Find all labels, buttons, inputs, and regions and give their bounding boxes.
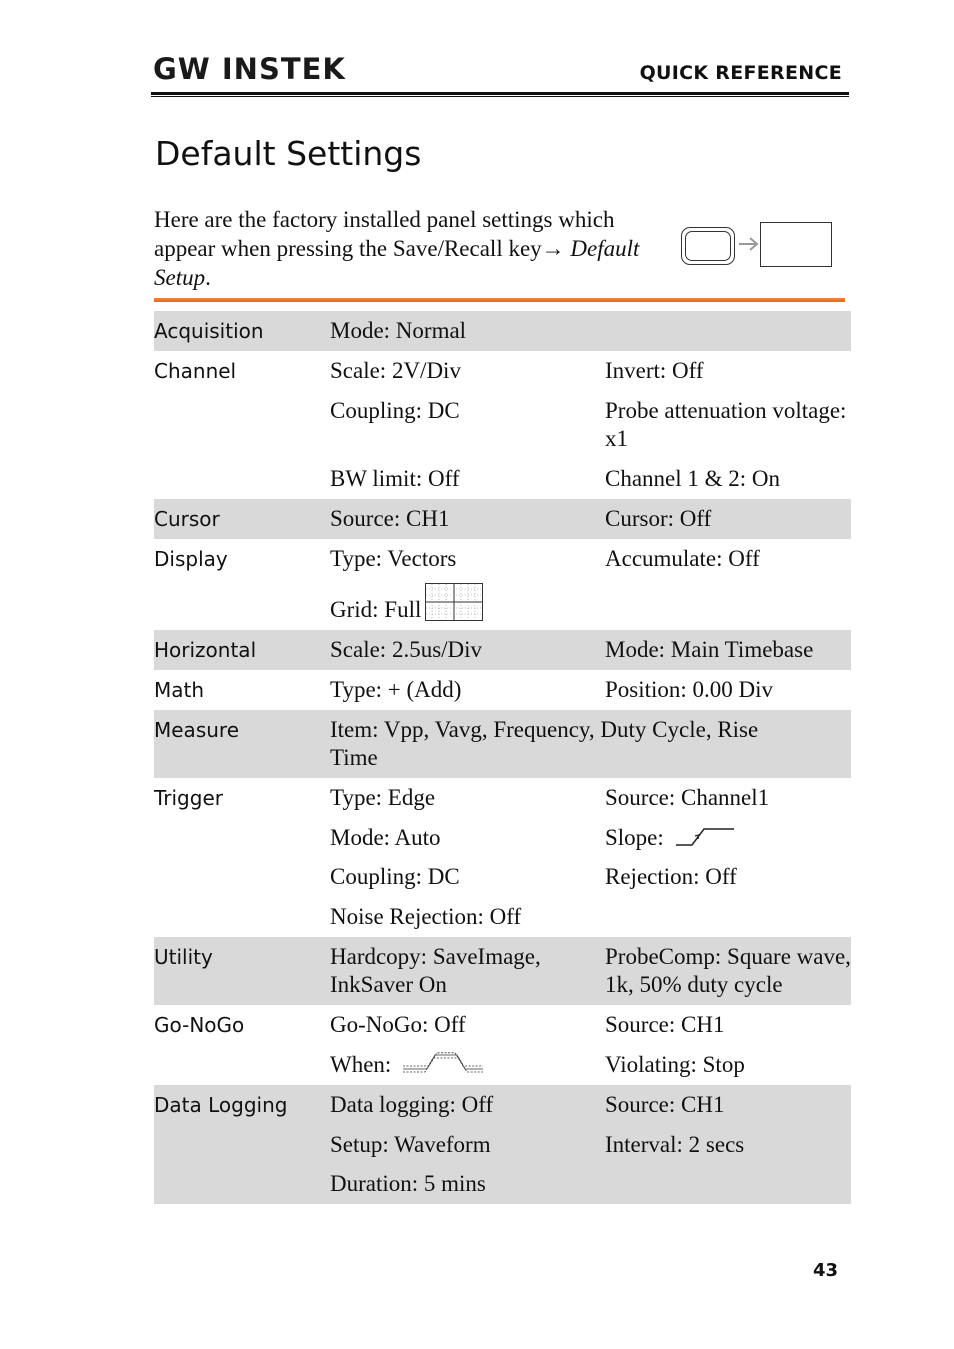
intro-paragraph <box>154 205 674 292</box>
row-label: Display <box>154 547 228 571</box>
setting-value: Rejection: Off <box>605 864 737 889</box>
row-label: Acquisition <box>154 311 330 351</box>
grid-full-icon <box>425 583 483 621</box>
row-data-logging <box>154 1085 851 1119</box>
row-math <box>154 670 851 710</box>
row-label: Measure <box>154 710 330 778</box>
setting-value: Type: + (Add) <box>330 677 462 702</box>
setting-value: Type: Vectors <box>330 546 457 571</box>
setting-value: Probe attenuation voltage: x1 <box>605 398 847 451</box>
setting-value: Type: Edge <box>330 785 436 810</box>
default-setup-softkey-icon <box>760 222 832 267</box>
setting-value: ProbeComp: Square wave, 1k, 50% duty cycle <box>605 937 851 1005</box>
setting-value: Source: CH1 <box>605 1012 725 1037</box>
setting-value: Duration: 5 mins <box>330 1159 605 1204</box>
setting-value: Mode: Auto <box>330 825 441 850</box>
setting-value: Source: CH1 <box>605 1085 851 1119</box>
section-label: QUICK REFERENCE <box>639 62 842 84</box>
page-title: Default Settings <box>155 134 422 173</box>
setting-value: Setup: Waveform <box>330 1119 605 1159</box>
setting-value: Position: 0.00 Div <box>605 677 774 702</box>
row-go-nogo <box>154 1005 851 1039</box>
setting-value: When: <box>330 1052 392 1077</box>
intro-text: Here are the factory installed panel settings which appear when pressing the Save/Recall key→ <box>154 207 615 261</box>
header-rule <box>151 92 849 95</box>
setting-value: Scale: 2V/Div <box>330 358 461 383</box>
row-display <box>154 539 851 573</box>
setting-value: Cursor: Off <box>605 499 851 539</box>
intro-tail: . <box>205 265 211 290</box>
setting-value: Violating: Stop <box>605 1052 745 1077</box>
accent-rule <box>154 298 845 302</box>
rising-slope-icon <box>674 825 736 849</box>
setting-value: Source: CH1 <box>330 499 605 539</box>
setting-value <box>605 891 851 937</box>
arrow-right-icon <box>738 236 760 252</box>
row-label: Math <box>154 678 205 702</box>
setting-value: Slope: <box>605 825 664 850</box>
row-label: Horizontal <box>154 630 330 670</box>
header-rule-thin <box>151 96 849 97</box>
setting-value: Go-NoGo: Off <box>330 1012 466 1037</box>
gw-instek-logo: GW INSTEK <box>153 52 346 86</box>
setting-value <box>605 573 851 630</box>
setting-value: Channel 1 & 2: On <box>605 466 781 491</box>
setting-cell <box>330 1039 605 1085</box>
go-nogo-waveform-icon <box>401 1052 485 1074</box>
setting-value <box>605 311 851 351</box>
setting-value: Coupling: DC <box>330 864 460 889</box>
row-acquisition <box>154 311 851 351</box>
setting-value: Hardcopy: SaveImage, InkSaver On <box>330 937 605 1005</box>
setting-value: Mode: Normal <box>330 311 605 351</box>
page-number: 43 <box>813 1260 839 1281</box>
save-recall-key-icon <box>681 227 735 265</box>
setting-value: Accumulate: Off <box>605 546 760 571</box>
row-label: Go-NoGo <box>154 1013 245 1037</box>
row-trigger <box>154 778 851 812</box>
setting-value: Coupling: DC <box>330 398 460 423</box>
setting-cell <box>330 573 605 630</box>
setting-value: Invert: Off <box>605 358 704 383</box>
intro-italic: Default Setup <box>154 236 640 290</box>
setting-value: Data logging: Off <box>330 1085 605 1119</box>
setting-cell <box>605 812 851 852</box>
row-label: Trigger <box>154 786 223 810</box>
row-label: Channel <box>154 359 237 383</box>
setting-value: Scale: 2.5us/Div <box>330 630 605 670</box>
setting-value: BW limit: Off <box>330 466 460 491</box>
setting-value: Mode: Main Timebase <box>605 630 851 670</box>
setting-value: Source: Channel1 <box>605 785 770 810</box>
default-settings-table <box>154 311 851 1204</box>
row-label: Cursor <box>154 499 330 539</box>
row-measure <box>154 710 851 778</box>
row-label: Utility <box>154 937 330 1005</box>
setting-value: Item: Vpp, Vavg, Frequency, Duty Cycle, Rise Time <box>330 710 851 778</box>
setting-value: Noise Rejection: Off <box>330 904 522 929</box>
row-channel <box>154 351 851 385</box>
setting-value: Interval: 2 secs <box>605 1119 851 1159</box>
setting-value: Grid: Full <box>330 597 422 622</box>
row-cursor <box>154 499 851 539</box>
row-horizontal <box>154 630 851 670</box>
row-utility <box>154 937 851 1005</box>
row-label: Data Logging <box>154 1085 330 1204</box>
setting-value <box>605 1159 851 1204</box>
